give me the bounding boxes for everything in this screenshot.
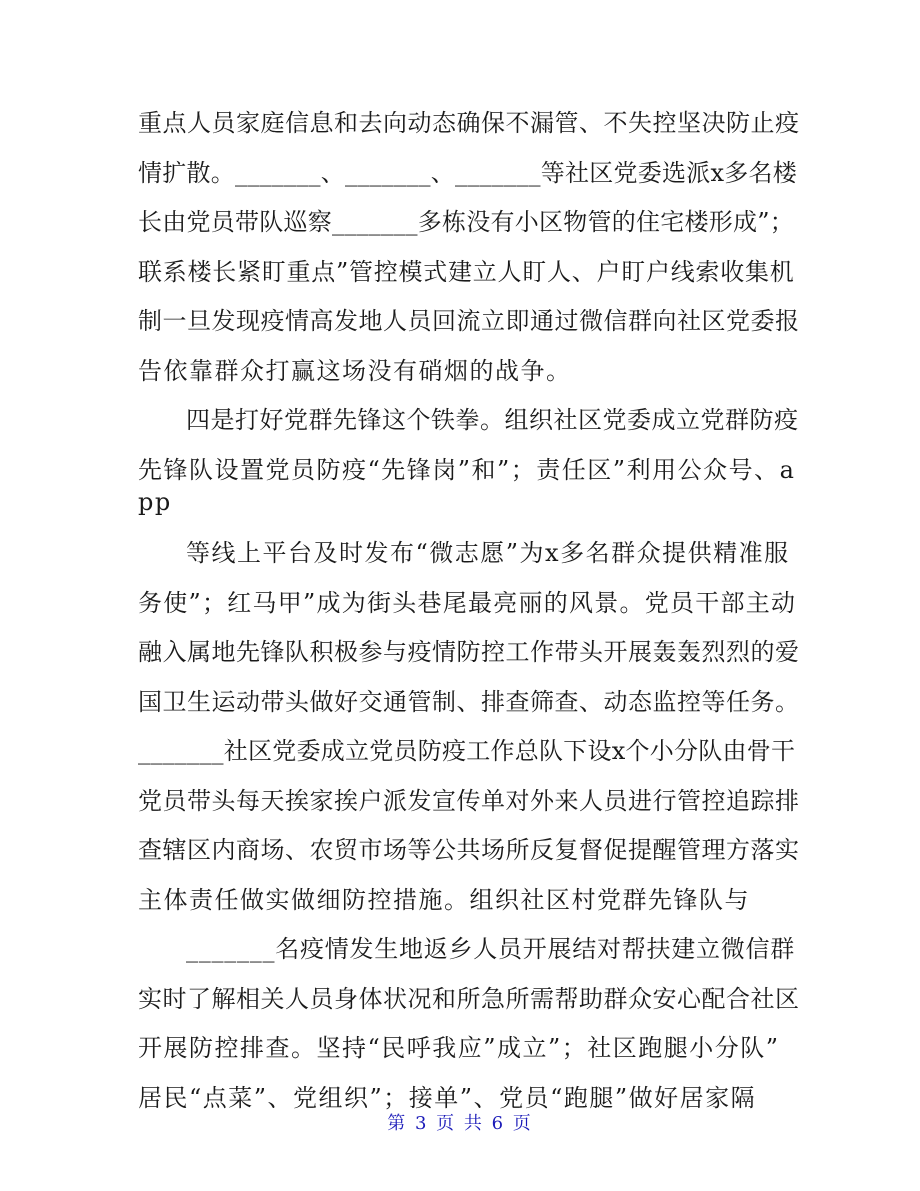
text-line: 融入属地先锋队积极参与疫情防控工作带头开展轰轰烈烈的爱 <box>138 638 800 666</box>
text-line: pp <box>138 488 172 516</box>
page-number-footer: 第 3 页 共 6 页 <box>387 1113 533 1134</box>
text-line: 实时了解相关人员身体状况和所急所需帮助群众安心配合社区 <box>138 985 800 1013</box>
text-line: 居民“点菜”、党组织”；接单”、党员“跑腿”做好居家隔 <box>138 1084 757 1112</box>
text-line: 告依靠群众打赢这场没有硝烟的战争。 <box>138 357 572 385</box>
text-line: 国卫生运动带头做好交通管制、排查筛查、动态监控等任务。 <box>138 688 800 716</box>
text-line: 党员带头每天挨家挨户派发宣传单对外来人员进行管控追踪排 <box>138 787 800 815</box>
text-line: _______名疫情发生地返乡人员开展结对帮扶建立微信群 <box>186 935 795 963</box>
text-line: 长由党员带队巡察_______多栋没有小区物管的住宅楼形成”； <box>138 208 795 236</box>
text-line: 四是打好党群先锋这个铁拳。组织社区党委成立党群防疫 <box>186 406 799 434</box>
text-line: 务使”；红马甲”成为街头巷尾最亮丽的风景。党员干部主动 <box>138 589 797 617</box>
text-line: 主体责任做实做细防控措施。组织社区村党群先锋队与 <box>138 886 750 914</box>
text-line: 查辖区内商场、农贸市场等公共场所反复督促提醒管理方落实 <box>138 836 800 864</box>
text-line: 重点人员家庭信息和去向动态确保不漏管、不失控坚决防止疫 <box>138 109 800 137</box>
text-line: 等线上平台及时发布“微志愿”为x多名群众提供精准服 <box>186 539 790 567</box>
text-line: 情扩散。_______、_______、_______等社区党委选派x多名楼 <box>138 159 798 187</box>
text-line: 制一旦发现疫情高发地人员回流立即通过微信群向社区党委报 <box>138 307 800 335</box>
text-line: 先锋队设置党员防疫“先锋岗”和”；责任区”利用公众号、a <box>138 456 796 484</box>
text-line: 联系楼长紧盯重点”管控模式建立人盯人、户盯户线索收集机 <box>138 258 795 286</box>
text-line: _______社区党委成立党员防疫工作总队下设x个小分队由骨干 <box>138 737 796 765</box>
text-line: 开展防控排查。坚持“民呼我应”成立”；社区跑腿小分队” <box>138 1034 780 1062</box>
